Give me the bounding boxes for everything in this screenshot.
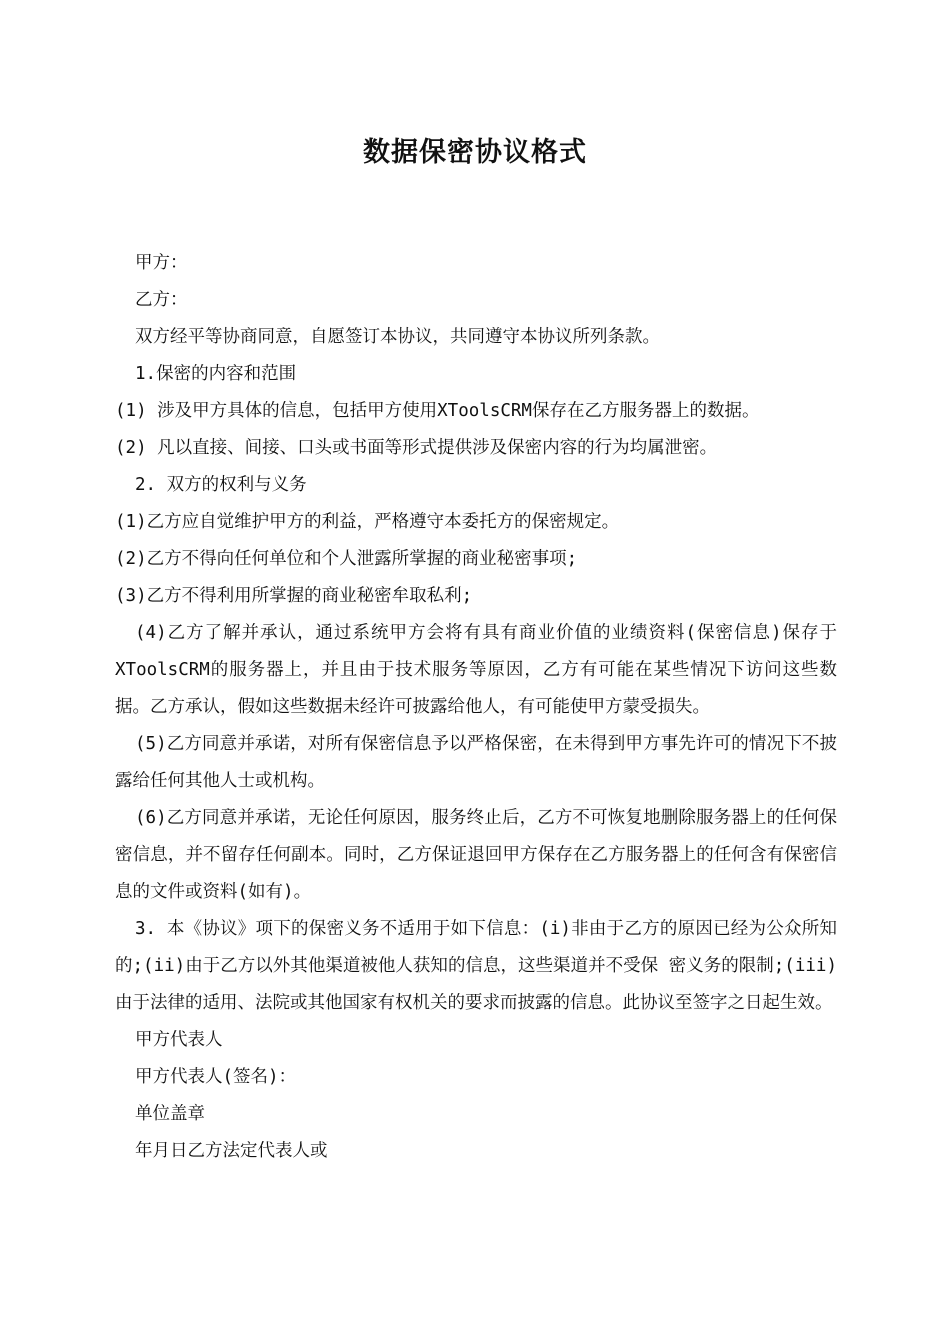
document-title: 数据保密协议格式 — [363, 137, 587, 168]
intro-paragraph: 双方经平等协商同意，自愿签订本协议，共同遵守本协议所列条款。 — [135, 327, 660, 347]
section2-item-1: (1)乙方应自觉维护甲方的利益，严格遵守本委托方的保密规定。 — [115, 512, 620, 532]
section3-paragraph: 3. 本《协议》项下的保密义务不适用于如下信息：(i)非由于乙方的原因已经为公众所知的;(ii)由于乙方以外其他渠道被他人获知的信息，这些渠道并不受保 密义务的限制;(iii)由于法律的适用、法院或其他国家有权机关的要求而披露的信息。此协议至签字之日起生效。 — [115, 919, 837, 1013]
section2-item-4: (4)乙方了解并承认，通过系统甲方会将有具有商业价值的业绩资料(保密信息)保存于XToolsCRM的服务器上，并且由于技术服务等原因，乙方有可能在某些情况下访问这些数据。乙方承认，假如这些数据未经许可披露给他人，有可能使甲方蒙受损失。 — [115, 623, 837, 717]
section2-item-5: (5)乙方同意并承诺，对所有保密信息予以严格保密，在未得到甲方事先许可的情况下不披露给任何其他人士或机构。 — [115, 734, 837, 791]
section1-heading: 1.保密的内容和范围 — [135, 364, 297, 384]
signature-representative: 甲方代表人 — [135, 1030, 223, 1050]
document-body — [115, 245, 837, 1170]
signature-seal: 单位盖章 — [135, 1104, 205, 1124]
section2-heading: 2. 双方的权利与义务 — [135, 475, 307, 495]
signature-date: 年月日乙方法定代表人或 — [135, 1141, 328, 1161]
section2-item-6: (6)乙方同意并承诺，无论任何原因，服务终止后，乙方不可恢复地删除服务器上的任何保密信息，并不留存任何副本。同时，乙方保证退回甲方保存在乙方服务器上的任何含有保密信息的文件或资料(如有)。 — [115, 808, 837, 902]
party-a-line: 甲方： — [135, 253, 188, 273]
section1-item-1: (1) 涉及甲方具体的信息，包括甲方使用XToolsCRM保存在乙方服务器上的数据。 — [115, 401, 760, 421]
section1-item-2: (2) 凡以直接、间接、口头或书面等形式提供涉及保密内容的行为均属泄密。 — [115, 438, 718, 458]
section2-item-2: (2)乙方不得向任何单位和个人泄露所掌握的商业秘密事项; — [115, 549, 578, 569]
signature-representative-sign: 甲方代表人(签名)： — [135, 1067, 297, 1087]
section2-item-3: (3)乙方不得利用所掌握的商业秘密牟取私利; — [115, 586, 473, 606]
party-b-line: 乙方： — [135, 290, 188, 310]
